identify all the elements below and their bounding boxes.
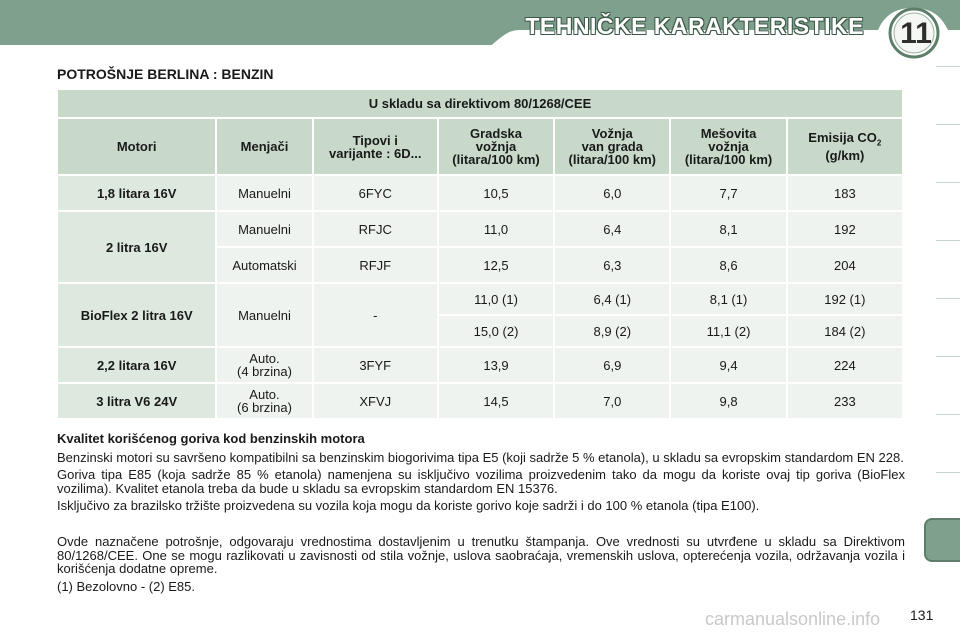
notes-paragraph: Ovde naznačene potrošnje, odgovaraju vrednostima dostavljenim u trenutku štampanja. Ove vrednosti su utvrđene u skladu sa Direktivom 80/1268/CEE. One se mogu razlikovati u zavisnosti od stila vožnje, uslova saobraćaja, vremenskih uslova, opterećenja vozila, održavanja vozila i korišćenja dodatne opreme. bbox=[57, 533, 905, 577]
gradska-cell: 11,0 bbox=[439, 212, 553, 246]
gradska-cell: 12,5 bbox=[439, 248, 553, 282]
tab-divider bbox=[936, 124, 960, 125]
header-emisija: Emisija $CO_2$ (g/km) bbox=[788, 119, 902, 174]
tab-divider bbox=[936, 356, 960, 357]
chapter-tab-rail bbox=[930, 66, 960, 586]
van-grada-cell: 6,3 bbox=[555, 248, 669, 282]
menjac-cell: Manuelni bbox=[217, 284, 311, 346]
table-row bbox=[58, 284, 902, 314]
gradska-cell: 15,0 (2) bbox=[439, 316, 553, 346]
van-grada-cell: 8,9 (2) bbox=[555, 316, 669, 346]
emisija-cell: 192 bbox=[788, 212, 902, 246]
gradska-cell: 10,5 bbox=[439, 176, 553, 210]
notes-footnote: (1) Bezolovno - (2) E85. bbox=[57, 578, 196, 594]
menjac-cell: Auto. (6 brzina) bbox=[217, 384, 311, 418]
header-gradska: Gradska vožnja (litara/100 km) bbox=[439, 119, 553, 174]
tip-cell: - bbox=[314, 284, 437, 346]
mesovita-cell: 9,4 bbox=[671, 348, 785, 382]
van-grada-cell: 6,9 bbox=[555, 348, 669, 382]
tab-divider bbox=[936, 414, 960, 415]
header-mesovita: Mešovita vožnja (litara/100 km) bbox=[671, 119, 785, 174]
tip-cell: 6FYC bbox=[314, 176, 437, 210]
notes-paragraph: Goriva tipa E85 (koja sadrže 85 % etanola) namenjena su isključivo vozilima proizvedenim tako da mogu da koriste ovaj tip goriva (BioFlex vozilima). Kvalitet etanola treba da bude u skladu sa evropskim standardom EN 15376. bbox=[57, 467, 905, 496]
motor-cell: 2 litra 16V bbox=[58, 212, 215, 282]
table-caption: U skladu sa direktivom 80/1268/CEE bbox=[58, 90, 902, 117]
chapter-number-badge: 11 bbox=[900, 17, 932, 50]
gradska-cell: 14,5 bbox=[439, 384, 553, 418]
menjac-cell: Manuelni bbox=[217, 212, 311, 246]
tab-divider bbox=[936, 182, 960, 183]
chapter-title: TEHNIČKE KARAKTERISTIKE bbox=[525, 13, 864, 39]
table-row bbox=[58, 176, 902, 210]
menjac-cell: Automatski bbox=[217, 248, 311, 282]
tab-divider bbox=[936, 298, 960, 299]
active-chapter-tab[interactable] bbox=[924, 518, 960, 562]
notes-paragraph: Isključivo za brazilsko tržište proizvedena su vozila koja mogu da koriste gorivo koje sadrži i do 100 % etanola (tipa E100). bbox=[57, 498, 760, 514]
tip-cell: RFJF bbox=[314, 248, 437, 282]
header-motori: Motori bbox=[58, 119, 215, 174]
emisija-cell: 204 bbox=[788, 248, 902, 282]
tip-cell: 3FYF bbox=[314, 348, 437, 382]
emisija-cell: 224 bbox=[788, 348, 902, 382]
mesovita-cell: 11,1 (2) bbox=[671, 316, 785, 346]
tab-divider bbox=[936, 240, 960, 241]
watermark: carmanualsonline.info bbox=[705, 609, 881, 629]
mesovita-cell: 8,1 (1) bbox=[671, 284, 785, 314]
mesovita-cell: 7,7 bbox=[671, 176, 785, 210]
table-row bbox=[58, 384, 902, 418]
table-row bbox=[58, 348, 902, 382]
notes-heading: Kvalitet korišćenog goriva kod benzinskih motora bbox=[57, 431, 365, 446]
gradska-cell: 13,9 bbox=[439, 348, 553, 382]
tab-divider bbox=[936, 66, 960, 67]
tip-cell: XFVJ bbox=[314, 384, 437, 418]
fuel-notes bbox=[57, 432, 905, 597]
emisija-cell: 233 bbox=[788, 384, 902, 418]
header-tipovi: Tipovi i varijante : 6D... bbox=[314, 119, 437, 174]
tab-divider bbox=[936, 472, 960, 473]
emisija-cell: 184 (2) bbox=[788, 316, 902, 346]
motor-cell: 2,2 litara 16V bbox=[58, 348, 215, 382]
gradska-cell: 11,0 (1) bbox=[439, 284, 553, 314]
motor-cell: 3 litra V6 24V bbox=[58, 384, 215, 418]
page-number: 131 bbox=[910, 607, 934, 623]
emisija-cell: 192 (1) bbox=[788, 284, 902, 314]
motor-cell: BioFlex 2 litra 16V bbox=[58, 284, 215, 346]
mesovita-cell: 9,8 bbox=[671, 384, 785, 418]
header-menjaci: Menjači bbox=[217, 119, 311, 174]
section-title: POTROŠNJE BERLINA : BENZIN bbox=[57, 66, 274, 82]
van-grada-cell: 7,0 bbox=[555, 384, 669, 418]
table-row bbox=[58, 212, 902, 246]
tip-cell: RFJC bbox=[314, 212, 437, 246]
header-van-grada: Vožnja van grada (litara/100 km) bbox=[555, 119, 669, 174]
mesovita-cell: 8,1 bbox=[671, 212, 785, 246]
consumption-table bbox=[56, 88, 904, 420]
van-grada-cell: 6,0 bbox=[555, 176, 669, 210]
mesovita-cell: 8,6 bbox=[671, 248, 785, 282]
emisija-cell: 183 bbox=[788, 176, 902, 210]
menjac-cell: Manuelni bbox=[217, 176, 311, 210]
motor-cell: 1,8 litara 16V bbox=[58, 176, 215, 210]
menjac-cell: Auto. (4 brzina) bbox=[217, 348, 311, 382]
notes-paragraph: Benzinski motori su savršeno kompatibilni sa benzinskim biogorivima tipa E5 (koji sadrže 5 % etanola), u skladu sa evropskim standardom EN 228. bbox=[57, 449, 904, 465]
van-grada-cell: 6,4 (1) bbox=[555, 284, 669, 314]
van-grada-cell: 6,4 bbox=[555, 212, 669, 246]
